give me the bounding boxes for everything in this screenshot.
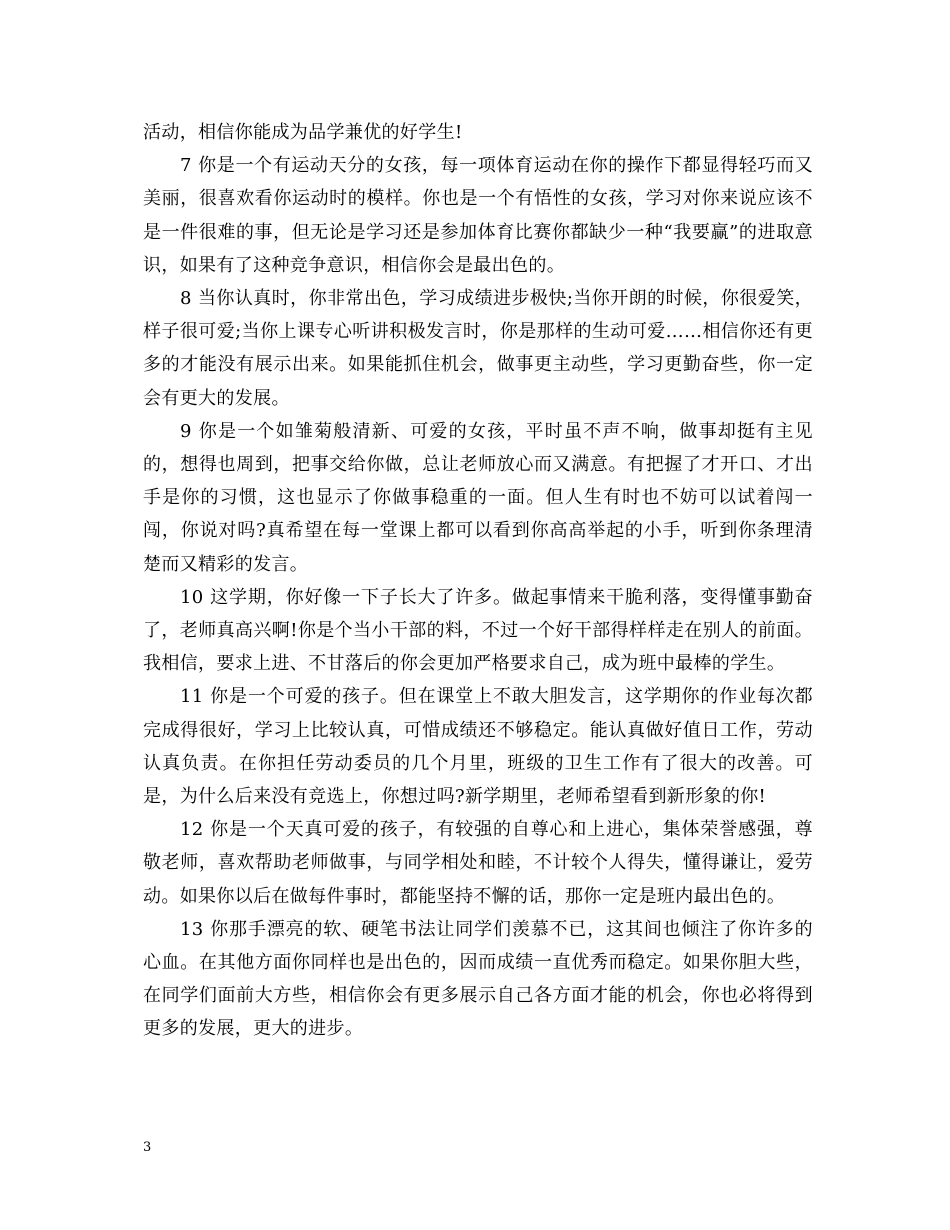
paragraph-10: 10 这学期，你好像一下子长大了许多。做起事情来干脆利落，变得懂事勤奋了，老师真高兴啊!你是个当小干部的料，不过一个好干部得样样走在别人的前面。我相信，要求上进、不甘落后的你会更加严格要求自己，成为班中最棒的学生。 [143, 586, 813, 675]
page-number: 3 [143, 1140, 152, 1155]
paragraph-7: 7 你是一个有运动天分的女孩，每一项体育运动在你的操作下都显得轻巧而又美丽，很喜欢看你运动时的模样。你也是一个有悟性的女孩，学习对你来说应该不是一件很难的事，但无论是学习还是参加体育比赛你都缺少一种“我要赢”的进取意识，如果有了这种竞争意识，相信你会是最出色的。 [143, 155, 813, 276]
paragraph-13: 13 你那手漂亮的软、硬笔书法让同学们羡慕不已，这其间也倾注了你许多的心血。在其他方面你同样也是出色的，因而成绩一直优秀而稳定。如果你胆大些，在同学们面前大方些，相信你会有更多展示自己各方面才能的机会，你也必将得到更多的发展，更大的进步。 [143, 918, 813, 1040]
paragraph-9: 9 你是一个如雏菊般清新、可爱的女孩，平时虽不声不响，做事却挺有主见的，想得也周到，把事交给你做，总让老师放心而又满意。有把握了才开口、才出手是你的习惯，这也显示了你做事稳重的一面。但人生有时也不妨可以试着闯一闯，你说对吗?真希望在每一堂课上都可以看到你高高举起的小手，听到你条理清楚而又精彩的发言。 [143, 420, 813, 575]
page-body [143, 116, 813, 1046]
paragraph-11: 11 你是一个可爱的孩子。但在课堂上不敢大胆发言，这学期你的作业每次都完成得很好，学习上比较认真，可惜成绩还不够稳定。能认真做好值日工作，劳动认真负责。在你担任劳动委员的几个月里，班级的卫生工作有了很大的改善。可是，为什么后来没有竞选上，你想过吗?新学期里，老师希望看到新形象的你! [143, 686, 813, 808]
paragraph-12: 12 你是一个天真可爱的孩子，有较强的自尊心和上进心，集体荣誉感强，尊敬老师，喜欢帮助老师做事，与同学相处和睦，不计较个人得失，懂得谦让，爱劳动。如果你以后在做每件事时，都能坚持不懈的话，那你一定是班内最出色的。 [143, 819, 813, 907]
paragraph-8: 8 当你认真时，你非常出色，学习成绩进步极快;当你开朗的时候，你很爱笑，样子很可爱;当你上课专心听讲积极发言时，你是那样的生动可爱……相信你还有更多的才能没有展示出来。如果能抓住机会，做事更主动些，学习更勤奋些，你一定会有更大的发展。 [143, 288, 813, 409]
paragraph-continuation: 活动，相信你能成为品学兼优的好学生! [143, 122, 463, 143]
